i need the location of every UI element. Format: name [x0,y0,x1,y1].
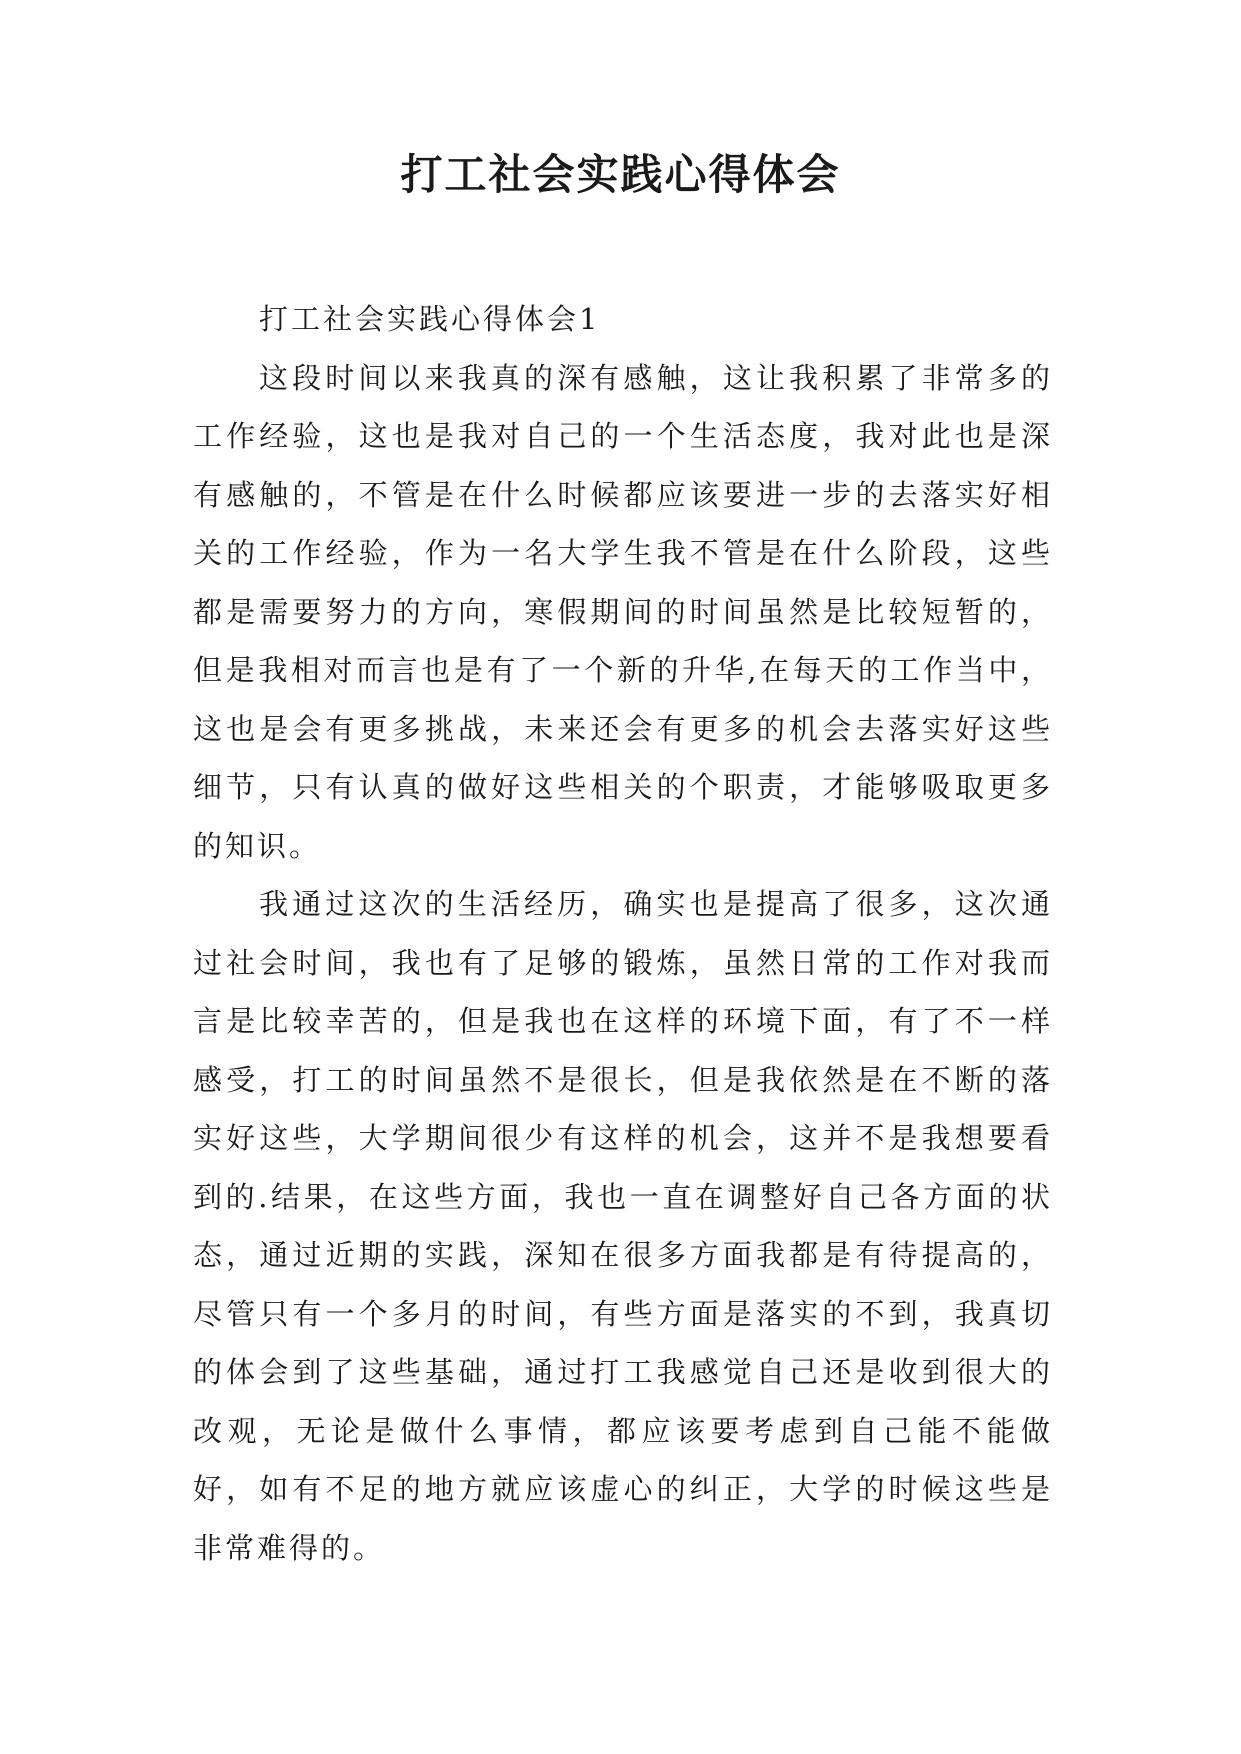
paragraph-1: 这段时间以来我真的深有感触，这让我积累了非常多的工作经验，这也是我对自己的一个生活态度，我对此也是深有感触的，不管是在什么时候都应该要进一步的去落实好相关的工作经验，作为一名大学生我不管是在什么阶段，这些都是需要努力的方向，寒假期间的时间虽然是比较短暂的，但是我相对而言也是有了一个新的升华,在每天的工作当中，这也是会有更多挑战，未来还会有更多的机会去落实好这些细节，只有认真的做好这些相关的个职责，才能够吸取更多的知识。 [193,360,1053,863]
document-title: 打工社会实践心得体会 [400,150,841,199]
document-body [193,290,1053,1577]
section-heading: 打工社会实践心得体会1 [259,302,601,336]
paragraph-2: 我通过这次的生活经历，确实也是提高了很多，这次通过社会时间，我也有了足够的锻炼，虽然日常的工作对我而言是比较幸苦的，但是我也在这样的环境下面，有了不一样感受，打工的时间虽然不是很长，但是我依然是在不断的落实好这些，大学期间很少有这样的机会，这并不是我想要看到的.结果，在这些方面，我也一直在调整好自己各方面的状态，通过近期的实践，深知在很多方面我都是有待提高的，尽管只有一个多月的时间，有些方面是落实的不到，我真切的体会到了这些基础，通过打工我感觉自己还是收到很大的改观，无论是做什么事情，都应该要考虑到自己能不能做好，如有不足的地方就应该虚心的纠正，大学的时候这些是非常难得的。 [193,887,1053,1565]
